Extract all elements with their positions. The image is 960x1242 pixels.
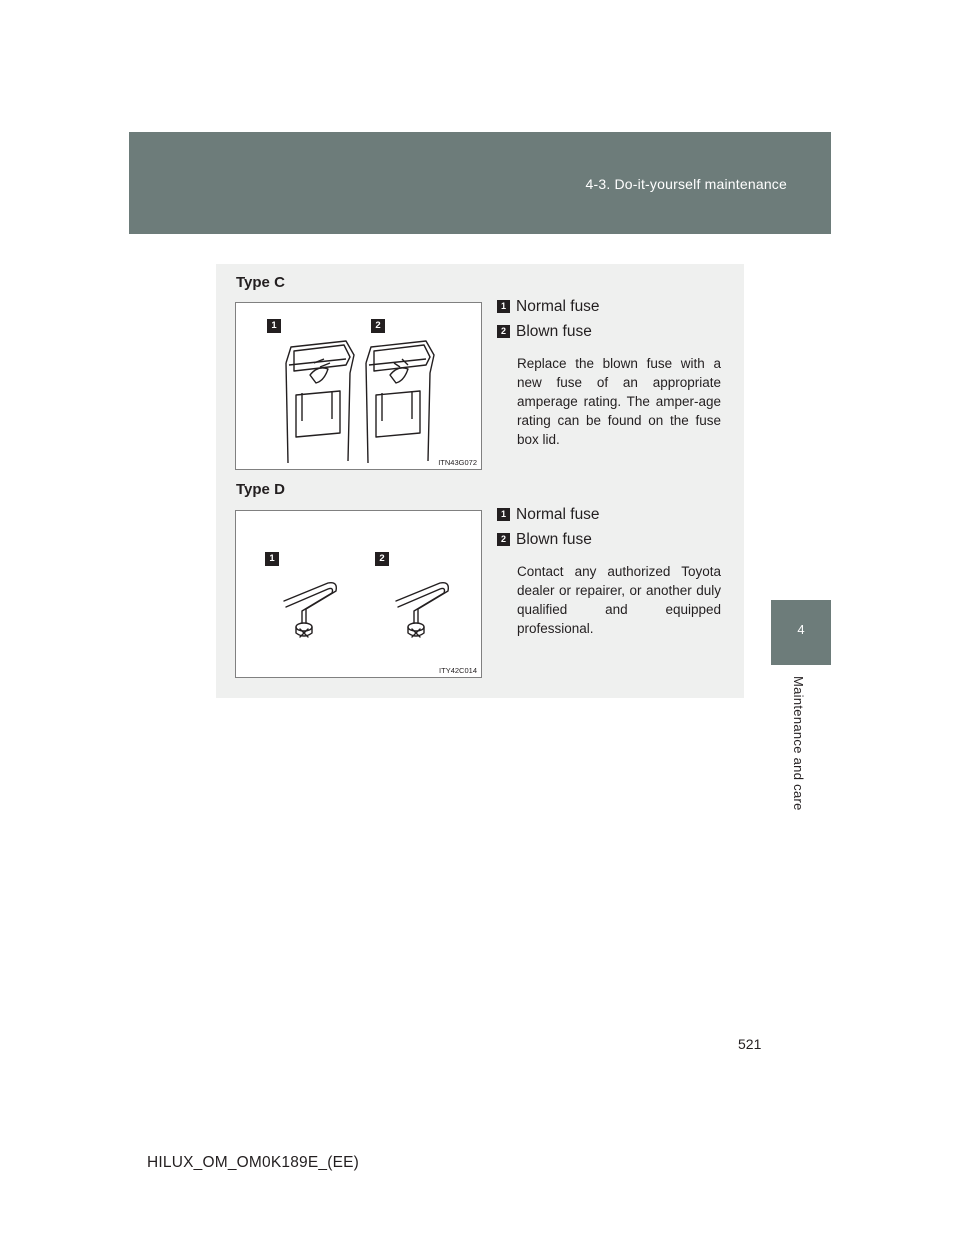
type-c-description: Replace the blown fuse with a new fuse of an appropriate amperage rating. The amper-age rating can be found on the fuse box lid. (517, 356, 721, 447)
document-code: HILUX_OM_OM0K189E_(EE) (147, 1154, 360, 1171)
chapter-tab (771, 600, 831, 665)
section-title: 4-3. Do-it-yourself maintenance (585, 176, 787, 192)
blade-fuse-illustration (236, 511, 483, 679)
figure-code: ITY42C014 (439, 666, 477, 675)
page-number: 521 (738, 1036, 762, 1052)
chapter-number: 4 (797, 622, 805, 637)
type-d-heading: Type D (236, 481, 285, 498)
callout-normal-fuse (497, 296, 721, 321)
callout-badge-1: 1 (497, 508, 510, 521)
figure-badge-2: 2 (375, 552, 389, 566)
figure-badge-1: 1 (267, 319, 281, 333)
type-d-callouts (497, 504, 721, 638)
callout-label: Blown fuse (516, 531, 592, 548)
figure-badge-2: 2 (371, 319, 385, 333)
callout-badge-2: 2 (497, 533, 510, 546)
callout-label: Normal fuse (516, 506, 600, 523)
callout-blown-fuse (497, 321, 721, 346)
type-d-figure (235, 510, 482, 678)
type-c-heading: Type C (236, 274, 285, 291)
callout-badge-2: 2 (497, 325, 510, 338)
figure-code: ITN43G072 (438, 458, 477, 467)
callout-label: Normal fuse (516, 298, 600, 315)
chapter-label: Maintenance and care (791, 676, 806, 811)
type-d-description: Contact any authorized Toyota dealer or repairer, or another duly qualified and equipped professional. (517, 564, 721, 636)
callout-label: Blown fuse (516, 323, 592, 340)
content-box (216, 264, 744, 698)
callout-badge-1: 1 (497, 300, 510, 313)
figure-badge-1: 1 (265, 552, 279, 566)
callout-normal-fuse (497, 504, 721, 529)
callout-blown-fuse (497, 529, 721, 554)
section-header-band (129, 132, 831, 234)
type-c-figure (235, 302, 482, 470)
type-c-callouts (497, 296, 721, 449)
